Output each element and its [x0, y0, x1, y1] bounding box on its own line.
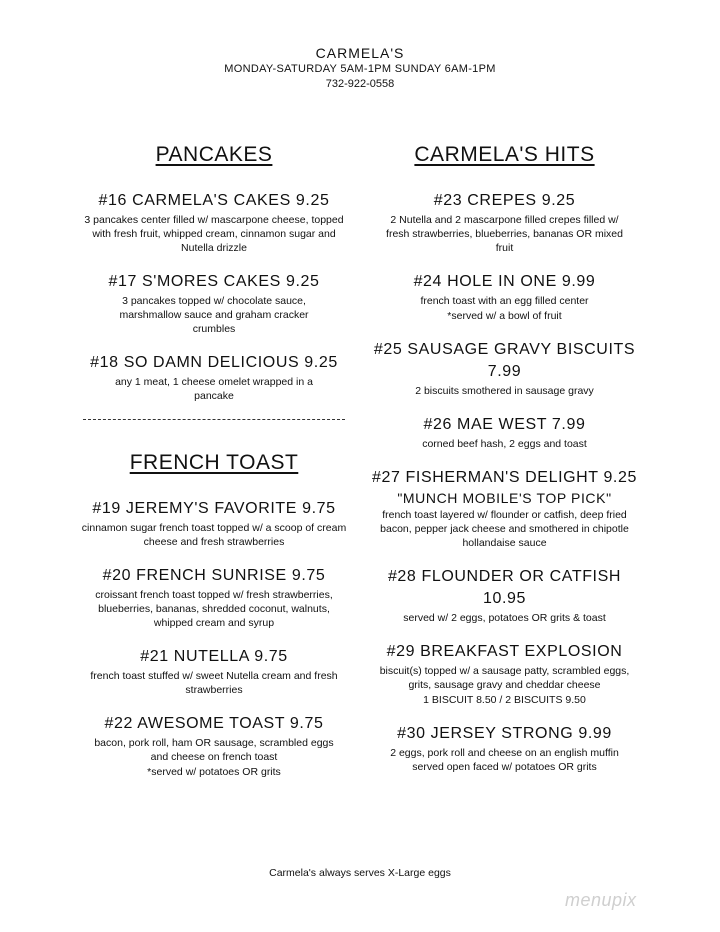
opening-hours: MONDAY-SATURDAY 5AM-1PM SUNDAY 6AM-1PM: [224, 63, 496, 75]
item-description: french toast with an egg filled center: [420, 295, 589, 307]
item-description: french toast stuffed w/ sweet Nutella cream and fresh strawberries: [90, 670, 338, 696]
item-description: 2 biscuits smothered in sausage gravy: [415, 385, 594, 397]
item-title: #25 SAUSAGE GRAVY BISCUITS: [373, 341, 636, 358]
item-title: #29 BREAKFAST EXPLOSION: [386, 643, 623, 660]
item-title: #19 JEREMY'S FAVORITE 9.75: [92, 500, 336, 517]
item-title: #24 HOLE IN ONE 9.99: [413, 273, 596, 290]
item-title: #27 FISHERMAN'S DELIGHT 9.25: [372, 469, 637, 486]
item-description: 3 pancakes topped w/ chocolate sauce, marshmallow sauce and graham cracker crumbles: [119, 295, 309, 335]
item-title: #17 S'MORES CAKES 9.25: [108, 273, 320, 290]
item-title: #22 AWESOME TOAST 9.75: [104, 715, 324, 732]
menu-item: [332, 414, 677, 451]
item-title: #21 NUTELLA 9.75: [140, 648, 288, 665]
item-note: 1 BISCUIT 8.50 / 2 BISCUITS 9.50: [423, 694, 586, 706]
watermark: menupix: [565, 890, 637, 910]
item-title: #23 CREPES 9.25: [433, 192, 576, 209]
item-description: biscuit(s) topped w/ a sausage patty, scrambled eggs, grits, sausage gravy and cheddar cheese: [379, 665, 630, 691]
menu-item: [332, 467, 677, 550]
item-title: #20 FRENCH SUNRISE 9.75: [102, 567, 326, 584]
item-description: 2 Nutella and 2 mascarpone filled crepes filled w/ fresh strawberries, blueberries, bananas OR mixed fruit: [386, 214, 623, 254]
item-note: *served w/ potatoes OR grits: [147, 766, 281, 778]
menu-header: [0, 44, 720, 92]
item-note: *served w/ a bowl of fruit: [447, 310, 562, 322]
item-price: 7.99: [487, 363, 522, 380]
item-title: #26 MAE WEST 7.99: [423, 416, 586, 433]
right-column: [332, 142, 677, 790]
item-description: served w/ 2 eggs, potatoes OR grits & toast: [403, 612, 606, 624]
item-price: 10.95: [482, 590, 527, 607]
item-subtitle: "MUNCH MOBILE'S TOP PICK": [397, 490, 612, 506]
item-title: #30 JERSEY STRONG 9.99: [397, 725, 612, 742]
pancakes-heading: PANCAKES: [155, 143, 273, 166]
menu-item: [332, 190, 677, 255]
item-description: croissant french toast topped w/ fresh strawberries, blueberries, bananas, shredded coconut, walnuts, whipped cream and syrup: [95, 589, 333, 629]
menu-item: [332, 641, 677, 707]
item-title: #28 FLOUNDER OR CATFISH: [387, 568, 622, 585]
item-description: french toast layered w/ flounder or catfish, deep fried bacon, pepper jack cheese and smothered in chipotle hollandaise sauce: [380, 509, 629, 549]
item-title: #16 CARMELA'S CAKES 9.25: [98, 192, 330, 209]
item-description: 3 pancakes center filled w/ mascarpone cheese, topped with fresh fruit, whipped cream, cinnamon sugar and Nutella drizzle: [84, 214, 344, 254]
item-description: any 1 meat, 1 cheese omelet wrapped in a pancake: [115, 376, 313, 402]
restaurant-name: CARMELA'S: [315, 45, 405, 61]
item-title: #18 SO DAMN DELICIOUS 9.25: [90, 354, 338, 371]
hits-heading: CARMELA'S HITS: [414, 143, 595, 166]
french-toast-heading: FRENCH TOAST: [129, 451, 299, 474]
menu-item: [332, 339, 677, 398]
section-divider: [83, 419, 345, 420]
menu-item: [332, 566, 677, 625]
menu-item: [332, 723, 677, 774]
item-description: cinnamon sugar french toast topped w/ a scoop of cream cheese and fresh strawberries: [81, 522, 347, 548]
menu-item: [332, 271, 677, 323]
footer-note: Carmela's always serves X-Large eggs: [269, 867, 451, 879]
item-description: bacon, pork roll, ham OR sausage, scrambled eggs and cheese on french toast: [94, 737, 334, 763]
phone-number: 732-922-0558: [325, 78, 395, 90]
item-description: corned beef hash, 2 eggs and toast: [422, 438, 587, 450]
item-description: 2 eggs, pork roll and cheese on an english muffin served open faced w/ potatoes OR grits: [390, 747, 619, 773]
